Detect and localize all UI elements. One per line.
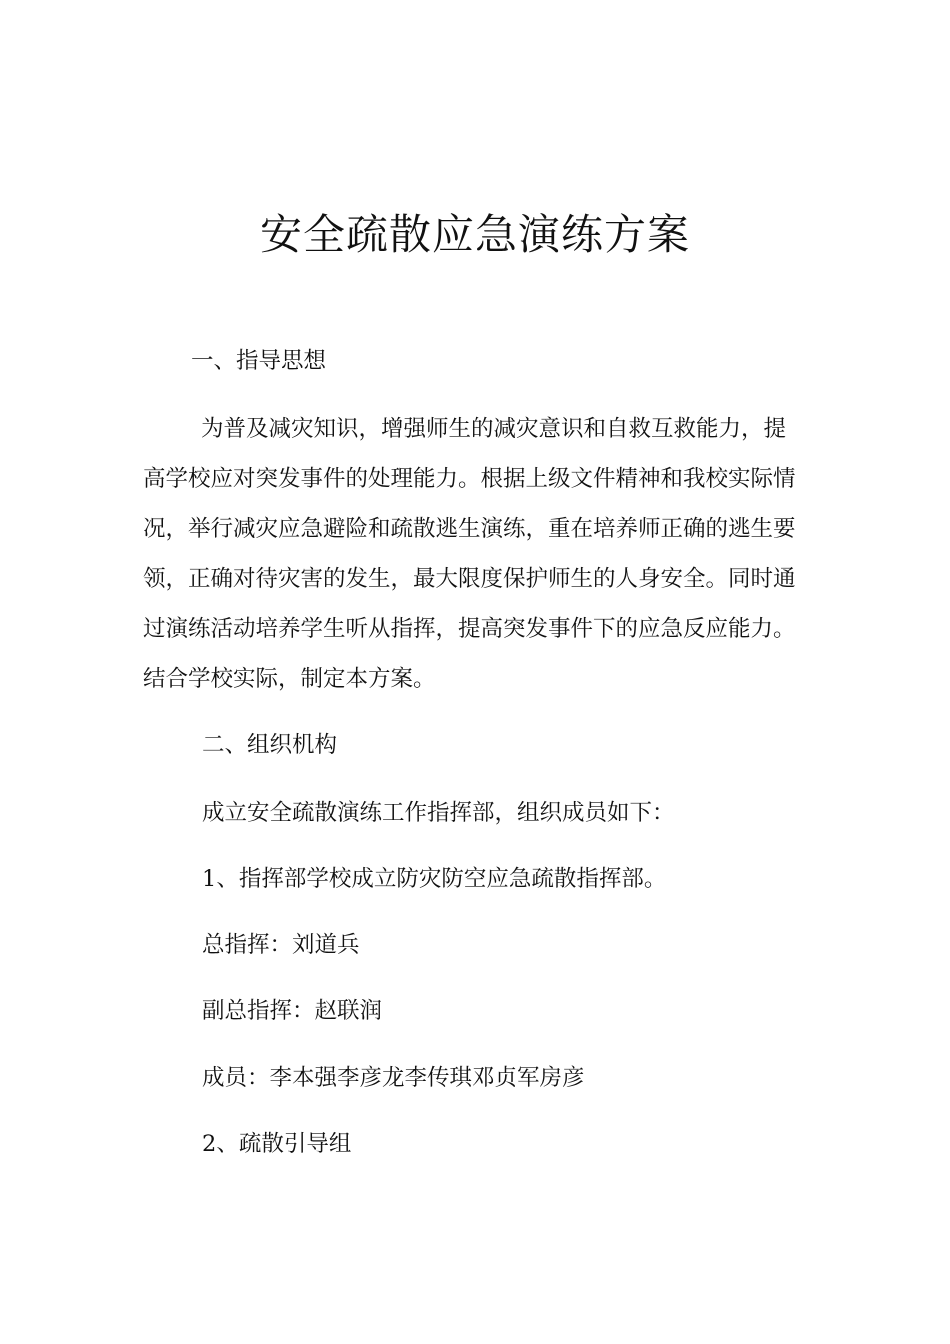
document-title: 安全疏散应急演练方案 <box>259 210 690 259</box>
organization-intro: 成立安全疏散演练工作指挥部，组织成员如下： <box>202 800 675 826</box>
deputy-commander-line: 副总指挥：赵联润 <box>202 998 383 1024</box>
evacuation-guide-item: 2、疏散引导组 <box>202 1131 352 1157</box>
members-line: 成员：李本强李彦龙李传琪邓贞军房彦 <box>202 1065 585 1091</box>
command-item-1: 1、指挥部学校成立防灾防空应急疏散指挥部。 <box>202 866 667 892</box>
guiding-thought-paragraph: 为普及减灾知识，增强师生的减灾意识和自救互救能力，提高学校应对突发事件的处理能力。根据上级文件精神和我校实际情况，举行减灾应急避险和疏散逃生演练，重在培养师正确的逃生要领，正确对待灾害的发生，最大限度保护师生的人身安全。同时通过演练活动培养学生听从指挥，提高突发事件下的应急反应能力。结合学校实际，制定本方案。 <box>143 416 796 692</box>
section-heading-organization: 二、组织机构 <box>202 732 338 758</box>
section-heading-guiding-thought: 一、指导思想 <box>191 348 327 374</box>
commander-line: 总指挥：刘道兵 <box>202 932 360 958</box>
